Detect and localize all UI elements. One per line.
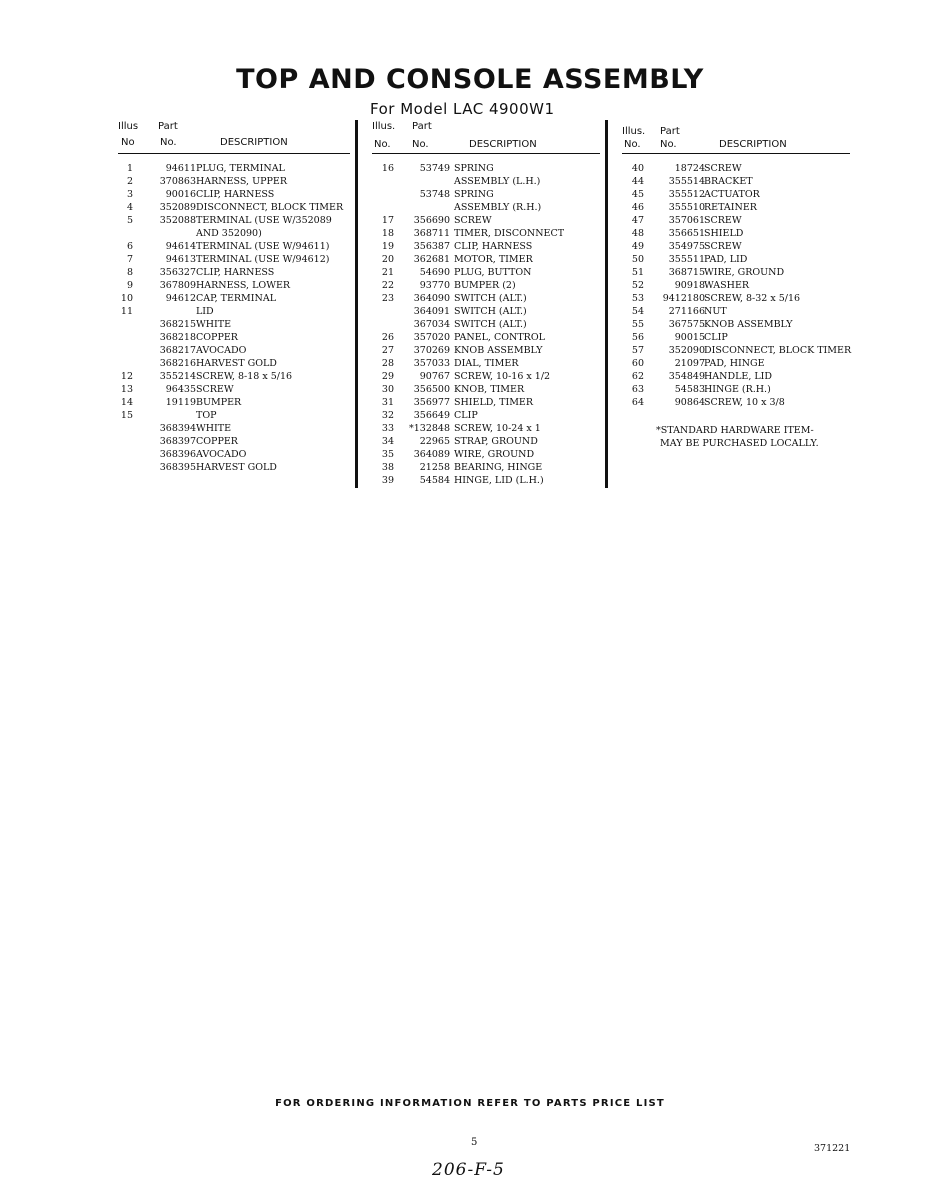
part-description: AND 352090) xyxy=(196,228,262,239)
part-number: 96435 xyxy=(165,384,196,395)
part-description: SWITCH (ALT.) xyxy=(454,293,527,304)
illus-number: 62 xyxy=(631,371,644,382)
parts-row xyxy=(372,201,600,214)
part-description: PAD, LID xyxy=(704,254,748,265)
parts-row xyxy=(622,162,850,175)
hardware-note-line: MAY BE PURCHASED LOCALLY. xyxy=(660,438,819,449)
part-number: 356500 xyxy=(413,384,450,395)
parts-row xyxy=(118,331,350,344)
part-description: WHITE xyxy=(196,319,232,330)
parts-row xyxy=(372,279,600,292)
illus-no-header: No xyxy=(121,137,135,148)
parts-row xyxy=(118,240,350,253)
part-number: 368395 xyxy=(159,462,196,473)
parts-row xyxy=(372,318,600,331)
illus-number: 17 xyxy=(381,215,394,226)
parts-row xyxy=(118,318,350,331)
parts-row xyxy=(372,409,600,422)
part-number: 354975 xyxy=(668,241,705,252)
part-number: 368218 xyxy=(159,332,196,343)
parts-row xyxy=(622,253,850,266)
part-number: 90864 xyxy=(674,397,705,408)
part-number: 355512 xyxy=(668,189,705,200)
illus-number: 30 xyxy=(381,384,394,395)
illus-number: 7 xyxy=(126,254,133,265)
illus-number: 46 xyxy=(631,202,644,213)
parts-row xyxy=(372,292,600,305)
part-description: STRAP, GROUND xyxy=(454,436,538,447)
illus-header: Illus xyxy=(118,121,139,132)
parts-row xyxy=(622,331,850,344)
parts-row xyxy=(372,214,600,227)
illus-number: 49 xyxy=(631,241,644,252)
part-number: 357033 xyxy=(413,358,450,369)
parts-row xyxy=(372,305,600,318)
parts-row xyxy=(372,344,600,357)
illus-number: 23 xyxy=(381,293,394,304)
parts-row xyxy=(622,357,850,370)
parts-row xyxy=(118,344,350,357)
illus-number: 27 xyxy=(381,345,394,356)
part-description: SPRING xyxy=(454,189,494,200)
parts-row xyxy=(118,214,350,227)
parts-rows xyxy=(372,154,600,487)
ordering-footer: FOR ORDERING INFORMATION REFER TO PARTS PRICE LIST xyxy=(275,1098,665,1109)
part-description: SHIELD xyxy=(704,228,744,239)
description-header: DESCRIPTION xyxy=(220,137,288,148)
parts-row xyxy=(372,422,600,435)
part-number: 357061 xyxy=(668,215,705,226)
part-description: MOTOR, TIMER xyxy=(454,254,533,265)
part-description: HARNESS, UPPER xyxy=(196,176,287,187)
parts-row xyxy=(622,370,850,383)
part-description: PLUG, TERMINAL xyxy=(196,163,285,174)
part-description: DIAL, TIMER xyxy=(454,358,519,369)
illus-number: 51 xyxy=(631,267,644,278)
parts-row xyxy=(118,383,350,396)
page-number: 5 xyxy=(471,1137,478,1148)
part-number: 356387 xyxy=(413,241,450,252)
part-description: SCREW, 10-16 x 1/2 xyxy=(454,371,551,382)
part-description: SWITCH (ALT.) xyxy=(454,306,527,317)
parts-row xyxy=(118,396,350,409)
part-description: ASSEMBLY (R.H.) xyxy=(454,202,542,213)
parts-row xyxy=(622,240,850,253)
part-description: WHITE xyxy=(196,423,232,434)
illus-number: 20 xyxy=(381,254,394,265)
illus-number: 4 xyxy=(126,202,133,213)
part-description: TERMINAL (USE W/94611) xyxy=(196,241,330,252)
parts-row xyxy=(118,409,350,422)
illus-number: 31 xyxy=(381,397,394,408)
part-number: 356690 xyxy=(413,215,450,226)
parts-row xyxy=(372,474,600,487)
part-description: HINGE (R.H.) xyxy=(704,384,771,395)
part-description: SCREW, 10-24 x 1 xyxy=(454,423,541,434)
parts-row xyxy=(118,305,350,318)
illus-number: 56 xyxy=(631,332,644,343)
parts-row xyxy=(118,279,350,292)
part-description: SCREW, 10 x 3/8 xyxy=(704,397,785,408)
illus-number: 54 xyxy=(631,306,644,317)
part-description: KNOB ASSEMBLY xyxy=(454,345,543,356)
parts-row xyxy=(118,266,350,279)
part-description: CLIP, HARNESS xyxy=(454,241,533,252)
part-number: 54584 xyxy=(419,475,450,486)
parts-rows xyxy=(622,154,850,409)
part-number: 93770 xyxy=(419,280,450,291)
header-rule xyxy=(118,153,350,154)
parts-column-3 xyxy=(622,120,850,409)
header-rule xyxy=(372,153,600,154)
part-description: BRACKET xyxy=(704,176,753,187)
illus-number: 29 xyxy=(381,371,394,382)
part-number: 94613 xyxy=(165,254,196,265)
illus-number: 11 xyxy=(120,306,133,317)
parts-row xyxy=(372,435,600,448)
part-number: 356977 xyxy=(413,397,450,408)
part-no-header: No. xyxy=(660,139,677,150)
illus-no-header: No. xyxy=(624,139,641,150)
part-description: CLIP, HARNESS xyxy=(196,189,275,200)
part-number: 53748 xyxy=(419,189,450,200)
part-description: PAD, HINGE xyxy=(704,358,765,369)
illus-number: 19 xyxy=(381,241,394,252)
illus-number: 5 xyxy=(126,215,133,226)
part-number: *132848 xyxy=(408,423,450,434)
part-number: 362681 xyxy=(413,254,450,265)
hardware-note xyxy=(656,424,819,450)
parts-row xyxy=(118,422,350,435)
part-description: COPPER xyxy=(196,436,238,447)
illus-number: 50 xyxy=(631,254,644,265)
part-number: 94611 xyxy=(165,163,196,174)
part-description: CLIP xyxy=(704,332,728,343)
parts-row xyxy=(622,279,850,292)
illus-number: 16 xyxy=(381,163,394,174)
illus-number: 60 xyxy=(631,358,644,369)
part-description: CLIP, HARNESS xyxy=(196,267,275,278)
parts-row xyxy=(118,370,350,383)
illus-number: 53 xyxy=(631,293,644,304)
part-description: SPRING xyxy=(454,163,494,174)
part-number: 370863 xyxy=(159,176,196,187)
part-description: KNOB ASSEMBLY xyxy=(704,319,793,330)
part-description: HINGE, LID (L.H.) xyxy=(454,475,544,486)
illus-number: 63 xyxy=(631,384,644,395)
part-number: 368397 xyxy=(159,436,196,447)
part-number: 355510 xyxy=(668,202,705,213)
part-description: SCREW xyxy=(704,241,742,252)
part-number: 22965 xyxy=(419,436,450,447)
illus-number: 35 xyxy=(381,449,394,460)
column-divider xyxy=(355,120,358,488)
part-description: DISCONNECT, BLOCK TIMER xyxy=(704,345,852,356)
part-description: HANDLE, LID xyxy=(704,371,773,382)
illus-no-header: No. xyxy=(374,139,391,150)
part-header: Part xyxy=(660,126,680,137)
parts-row xyxy=(372,266,600,279)
part-description: HARNESS, LOWER xyxy=(196,280,291,291)
part-description: NUT xyxy=(704,306,727,317)
part-description: PANEL, CONTROL xyxy=(454,332,545,343)
part-description: WASHER xyxy=(704,280,750,291)
part-number: 370269 xyxy=(413,345,450,356)
part-number: 356651 xyxy=(668,228,705,239)
part-description: SCREW xyxy=(454,215,492,226)
part-number: 368394 xyxy=(159,423,196,434)
part-description: COPPER xyxy=(196,332,238,343)
column-header xyxy=(118,120,350,154)
part-number: 356649 xyxy=(413,410,450,421)
part-number: 368217 xyxy=(159,345,196,356)
illus-number: 40 xyxy=(631,163,644,174)
illus-number: 14 xyxy=(120,397,133,408)
illus-number: 10 xyxy=(120,293,133,304)
illus-number: 38 xyxy=(381,462,394,473)
part-number: 94612 xyxy=(165,293,196,304)
part-description: TERMINAL (USE W/352089 xyxy=(196,215,332,226)
parts-row xyxy=(622,383,850,396)
illus-number: 44 xyxy=(631,176,644,187)
part-number: 352090 xyxy=(668,345,705,356)
parts-row xyxy=(118,253,350,266)
part-description: WIRE, GROUND xyxy=(704,267,785,278)
parts-row xyxy=(118,188,350,201)
parts-row xyxy=(372,240,600,253)
illus-number: 64 xyxy=(631,397,644,408)
parts-row xyxy=(118,435,350,448)
parts-row xyxy=(372,448,600,461)
illus-number: 9 xyxy=(126,280,133,291)
parts-row xyxy=(622,175,850,188)
model-subtitle: For Model LAC 4900W1 xyxy=(370,100,555,118)
part-header: Part xyxy=(158,121,178,132)
parts-row xyxy=(372,370,600,383)
parts-row xyxy=(622,266,850,279)
part-description: SWITCH (ALT.) xyxy=(454,319,527,330)
illus-number: 47 xyxy=(631,215,644,226)
part-number: 364090 xyxy=(413,293,450,304)
part-description: BUMPER xyxy=(196,397,242,408)
part-number: 355511 xyxy=(668,254,705,265)
illus-number: 6 xyxy=(126,241,133,252)
handwritten-note: 206-F-5 xyxy=(432,1160,505,1180)
part-number: 367034 xyxy=(413,319,450,330)
illus-number: 21 xyxy=(381,267,394,278)
illus-number: 3 xyxy=(126,189,133,200)
illus-number: 55 xyxy=(631,319,644,330)
parts-row xyxy=(118,461,350,474)
illus-number: 57 xyxy=(631,345,644,356)
part-number: 54690 xyxy=(419,267,450,278)
parts-row xyxy=(372,331,600,344)
part-number: 368216 xyxy=(159,358,196,369)
parts-row xyxy=(622,227,850,240)
illus-header: Illus. xyxy=(372,121,396,132)
illus-number: 45 xyxy=(631,189,644,200)
illus-number: 8 xyxy=(126,267,133,278)
description-header: DESCRIPTION xyxy=(719,139,787,150)
part-description: PLUG, BUTTON xyxy=(454,267,532,278)
parts-row xyxy=(372,461,600,474)
part-description: SCREW xyxy=(704,215,742,226)
part-number: 54583 xyxy=(674,384,705,395)
parts-row xyxy=(118,175,350,188)
part-number: 90767 xyxy=(419,371,450,382)
part-description: ACTUATOR xyxy=(704,189,760,200)
parts-row xyxy=(118,227,350,240)
illus-number: 28 xyxy=(381,358,394,369)
part-number: 364089 xyxy=(413,449,450,460)
part-number: 271166 xyxy=(668,306,705,317)
parts-row xyxy=(622,214,850,227)
illus-number: 33 xyxy=(381,423,394,434)
illus-number: 2 xyxy=(126,176,133,187)
part-description: DISCONNECT, BLOCK TIMER xyxy=(196,202,344,213)
part-number: 53749 xyxy=(419,163,450,174)
parts-row xyxy=(372,253,600,266)
header-rule xyxy=(622,153,850,154)
part-number: 368711 xyxy=(413,228,450,239)
part-number: 364091 xyxy=(413,306,450,317)
illus-number: 26 xyxy=(381,332,394,343)
parts-row xyxy=(622,318,850,331)
illus-number: 48 xyxy=(631,228,644,239)
parts-row xyxy=(372,188,600,201)
parts-row xyxy=(372,396,600,409)
illus-number: 12 xyxy=(120,371,133,382)
part-description: SHIELD, TIMER xyxy=(454,397,534,408)
parts-column-1 xyxy=(118,120,350,474)
part-description: TOP xyxy=(196,410,217,421)
part-number: 90918 xyxy=(674,280,705,291)
part-number: 90015 xyxy=(674,332,705,343)
part-number: 9412180 xyxy=(662,293,705,304)
part-no-header: No. xyxy=(412,139,429,150)
part-number: 357020 xyxy=(413,332,450,343)
parts-row xyxy=(118,201,350,214)
illus-number: 52 xyxy=(631,280,644,291)
part-number: 367809 xyxy=(159,280,196,291)
part-description: AVOCADO xyxy=(196,449,247,460)
column-header xyxy=(622,120,850,154)
part-number: 94614 xyxy=(165,241,196,252)
parts-row xyxy=(622,188,850,201)
part-number: 367575 xyxy=(668,319,705,330)
part-description: ASSEMBLY (L.H.) xyxy=(454,176,541,187)
part-number: 356327 xyxy=(159,267,196,278)
parts-column-2 xyxy=(372,120,600,487)
illus-header: Illus. xyxy=(622,126,646,137)
part-description: LID xyxy=(196,306,214,317)
parts-row xyxy=(118,448,350,461)
part-number: 18724 xyxy=(674,163,705,174)
part-description: CLIP xyxy=(454,410,478,421)
part-description: BEARING, HINGE xyxy=(454,462,543,473)
part-description: KNOB, TIMER xyxy=(454,384,525,395)
column-divider xyxy=(605,120,608,488)
parts-row xyxy=(622,201,850,214)
parts-row xyxy=(118,162,350,175)
part-number: 352088 xyxy=(159,215,196,226)
illus-number: 13 xyxy=(120,384,133,395)
illus-number: 32 xyxy=(381,410,394,421)
part-description: CAP, TERMINAL xyxy=(196,293,277,304)
parts-rows xyxy=(118,154,350,474)
part-description: BUMPER (2) xyxy=(454,280,516,291)
parts-row xyxy=(622,396,850,409)
part-number: 355514 xyxy=(668,176,705,187)
part-description: TERMINAL (USE W/94612) xyxy=(196,254,330,265)
part-description: SCREW, 8-18 x 5/16 xyxy=(196,371,293,382)
parts-row xyxy=(622,344,850,357)
part-number: 368396 xyxy=(159,449,196,460)
illus-number: 18 xyxy=(381,228,394,239)
part-description: SCREW xyxy=(704,163,742,174)
part-number: 352089 xyxy=(159,202,196,213)
illus-number: 22 xyxy=(381,280,394,291)
column-header xyxy=(372,120,600,154)
description-header: DESCRIPTION xyxy=(469,139,537,150)
part-number: 368715 xyxy=(668,267,705,278)
part-description: TIMER, DISCONNECT xyxy=(454,228,565,239)
parts-row xyxy=(372,383,600,396)
part-number: 90016 xyxy=(165,189,196,200)
parts-row xyxy=(372,175,600,188)
part-description: HARVEST GOLD xyxy=(196,358,277,369)
parts-row xyxy=(622,305,850,318)
part-number: 19119 xyxy=(165,397,196,408)
part-description: WIRE, GROUND xyxy=(454,449,535,460)
part-description: RETAINER xyxy=(704,202,757,213)
part-description: SCREW, 8-32 x 5/16 xyxy=(704,293,801,304)
part-header: Part xyxy=(412,121,432,132)
parts-row xyxy=(622,292,850,305)
part-number: 21258 xyxy=(419,462,450,473)
illus-number: 1 xyxy=(126,163,133,174)
part-description: HARVEST GOLD xyxy=(196,462,277,473)
part-number: 368215 xyxy=(159,319,196,330)
illus-number: 15 xyxy=(120,410,133,421)
parts-row xyxy=(372,162,600,175)
page-title: TOP AND CONSOLE ASSEMBLY xyxy=(236,64,704,95)
illus-number: 39 xyxy=(381,475,394,486)
document-number: 371221 xyxy=(814,1143,851,1154)
parts-row xyxy=(118,357,350,370)
part-description: AVOCADO xyxy=(196,345,247,356)
part-number: 354849 xyxy=(668,371,705,382)
part-no-header: No. xyxy=(160,137,177,148)
part-number: 355214 xyxy=(159,371,196,382)
illus-number: 34 xyxy=(381,436,394,447)
parts-row xyxy=(372,227,600,240)
hardware-note-line: *STANDARD HARDWARE ITEM- xyxy=(656,425,814,436)
part-number: 21097 xyxy=(674,358,705,369)
parts-row xyxy=(118,292,350,305)
parts-row xyxy=(372,357,600,370)
part-description: SCREW xyxy=(196,384,234,395)
